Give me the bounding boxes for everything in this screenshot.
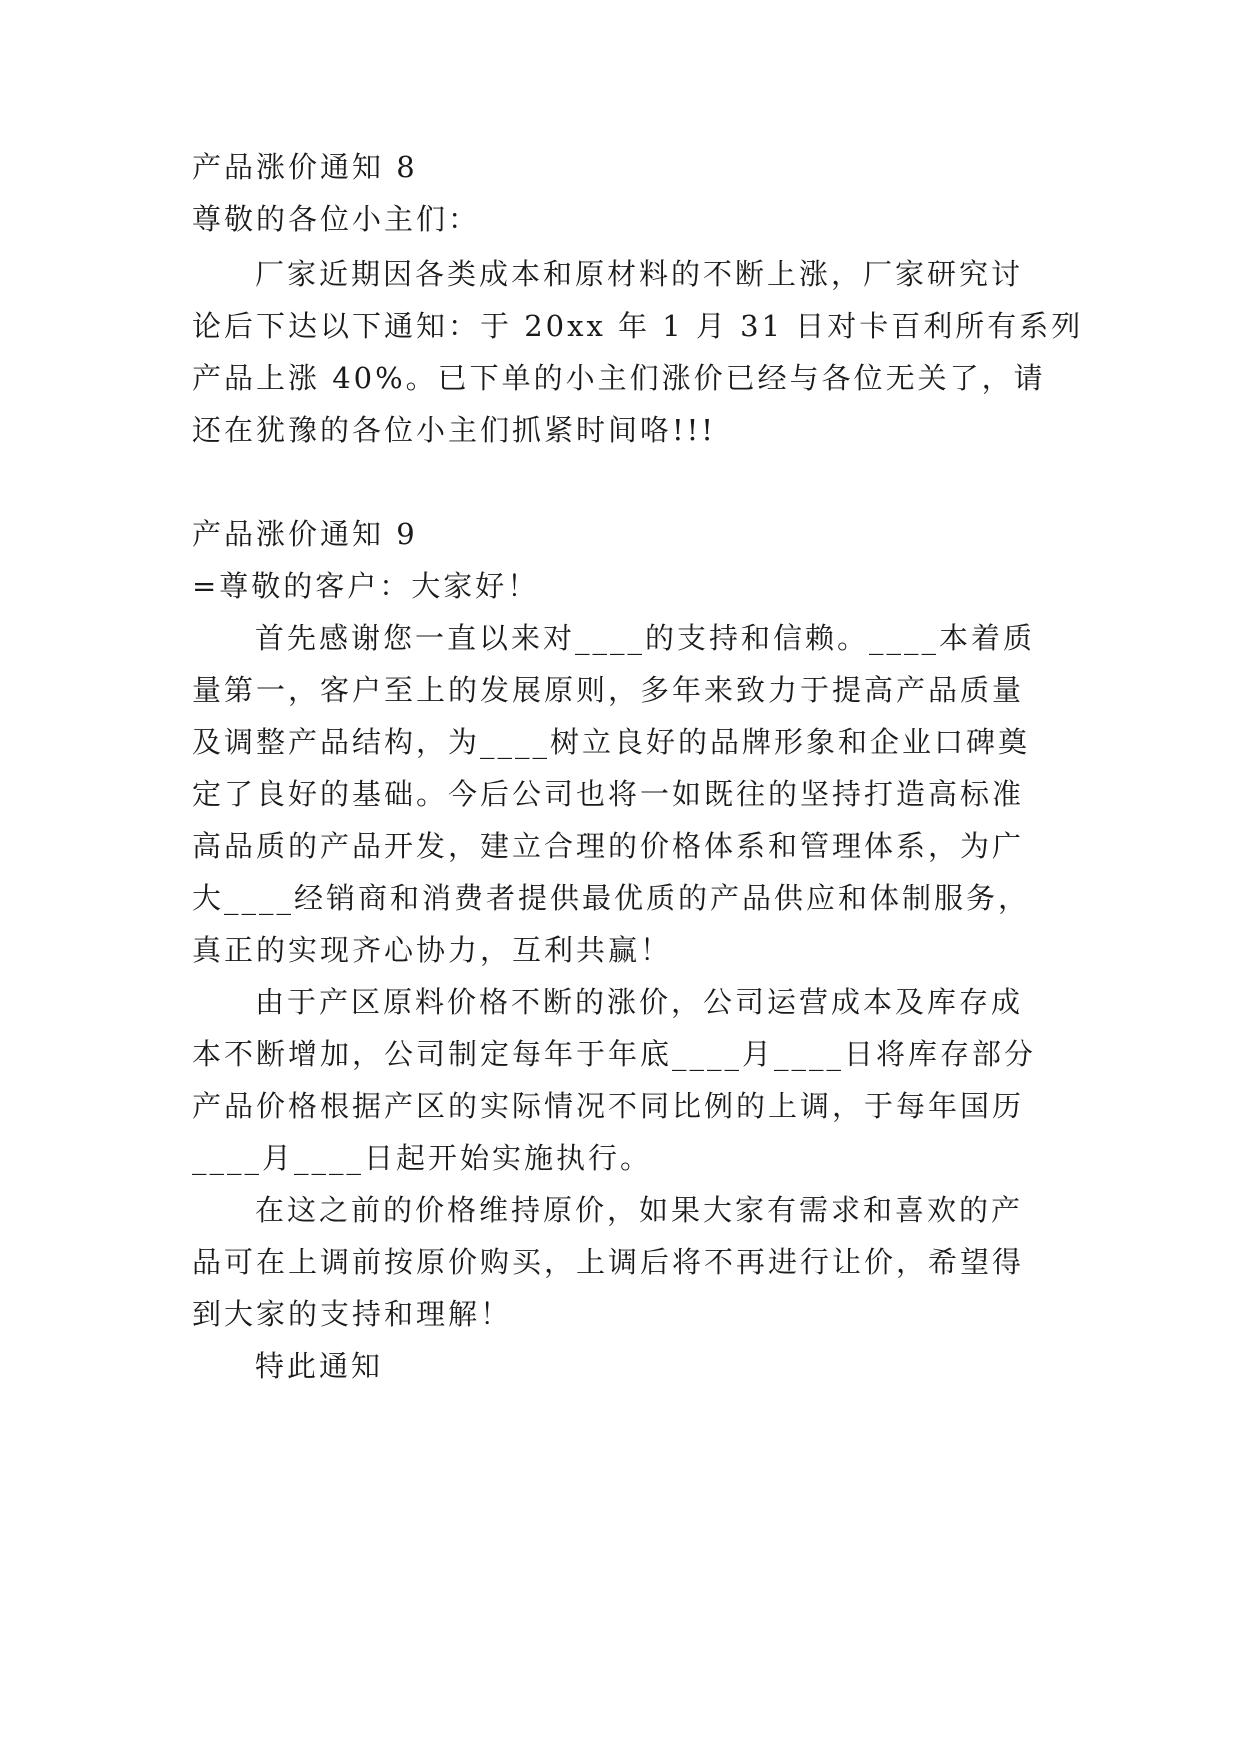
- notice9-paragraph2-line: 产品价格根据产区的实际情况不同比例的上调，于每年国历: [192, 1089, 1025, 1123]
- notice9-paragraph2-line: ____月____日起开始实施执行。: [192, 1141, 653, 1175]
- notice8-title: 产品涨价通知 8: [192, 150, 418, 184]
- notice9-paragraph3-line: 在这之前的价格维持原价，如果大家有需求和喜欢的产: [255, 1193, 1024, 1227]
- notice8-body-line: 厂家近期因各类成本和原材料的不断上涨，厂家研究讨: [255, 257, 1024, 291]
- notice9-paragraph1-line: 大____经销商和消费者提供最优质的产品供应和体制服务，: [192, 881, 1031, 915]
- notice9-paragraph3-line: 到大家的支持和理解！: [192, 1297, 513, 1331]
- notice9-greeting: =尊敬的客户：大家好！: [192, 569, 540, 603]
- notice9-title: 产品涨价通知 9: [192, 517, 418, 551]
- notice8-body-line: 论后下达以下通知：于 20xx 年 1 月 31 日对卡百利所有系列: [192, 309, 1084, 343]
- notice9-paragraph1-line: 高品质的产品开发，建立合理的价格体系和管理体系，为广: [192, 829, 1025, 863]
- notice9-paragraph2-line: 由于产区原料价格不断的涨价，公司运营成本及库存成: [255, 985, 1024, 1019]
- notice9-paragraph3-line: 品可在上调前按原价购买，上调后将不再进行让价，希望得: [192, 1245, 1025, 1279]
- notice9-paragraph1-line: 量第一，客户至上的发展原则，多年来致力于提高产品质量: [192, 673, 1025, 707]
- notice8-greeting: 尊敬的各位小主们：: [192, 202, 481, 236]
- notice9-paragraph1-line: 真正的实现齐心协力，互利共赢！: [192, 933, 673, 967]
- notice8-body-line: 产品上涨 40%。已下单的小主们涨价已经与各位无关了，请: [192, 361, 1046, 395]
- notice9-paragraph1-line: 首先感谢您一直以来对____的支持和信赖。____本着质: [255, 621, 1036, 655]
- notice9-closing: 特此通知: [255, 1349, 384, 1383]
- notice9-paragraph1-line: 定了良好的基础。今后公司也将一如既往的坚持打造高标准: [192, 777, 1025, 811]
- notice9-paragraph1-line: 及调整产品结构，为____树立良好的品牌形象和企业口碑奠: [192, 725, 1031, 759]
- notice8-body-line: 还在犹豫的各位小主们抓紧时间咯!!!: [192, 413, 716, 447]
- notice9-paragraph2-line: 本不断增加，公司制定每年于年底____月____日将库存部分: [192, 1037, 1037, 1071]
